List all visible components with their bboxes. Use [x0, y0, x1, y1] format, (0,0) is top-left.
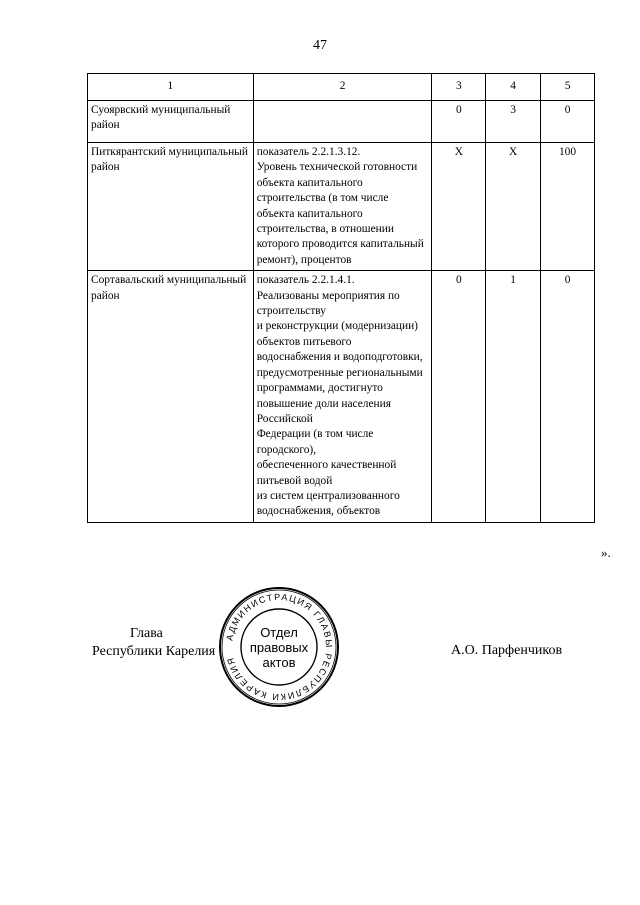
stamp-center-line2: правовых [249, 640, 309, 655]
value-col5: 0 [541, 271, 595, 523]
signatory-title [92, 625, 215, 661]
value-col3: 0 [432, 101, 486, 143]
table-row [88, 271, 595, 523]
column-header-2: 2 [253, 74, 432, 101]
indicator-text: Федерации (в том числе городского), [256, 428, 374, 456]
value-col4: 3 [486, 101, 541, 143]
indicator-description [253, 101, 432, 143]
indicator-text: Реализованы мероприятия по строительству [256, 289, 400, 318]
indicator-description [253, 271, 432, 523]
value-col3: 0 [432, 271, 486, 523]
district-name: Сортавальский муниципальный район [88, 271, 254, 523]
column-header-1: 1 [88, 74, 254, 101]
district-name: Питкярантский муниципальный район [88, 143, 254, 271]
district-name: Суоярвский муниципальный район [88, 101, 254, 143]
value-col4: 1 [486, 271, 541, 523]
stamp-center-line1: Отдел [260, 625, 298, 640]
value-col5: 100 [541, 143, 595, 271]
official-stamp [217, 585, 341, 709]
indicator-text: повышение доли населения Российской [256, 397, 391, 425]
page-number: 47 [313, 38, 327, 53]
indicator-text: обеспеченного качественной питьевой водой [256, 459, 397, 487]
column-header-4: 4 [486, 74, 541, 101]
table-row [88, 101, 595, 143]
table-row [88, 143, 595, 271]
column-header-5: 5 [541, 74, 595, 101]
signatory-title-line1: Глава [130, 626, 163, 641]
indicator-code: показатель 2.2.1.3.12. [256, 146, 361, 158]
indicator-table [87, 73, 595, 523]
signatory-name: А.О. Парфенчиков [451, 643, 563, 658]
stamp-ring-text: АДМИНИСТРАЦИЯ ГЛАВЫ РЕСПУБЛИКИ КАРЕЛИЯ [224, 591, 335, 703]
indicator-description [253, 143, 432, 271]
closing-quote-mark: ». [601, 545, 611, 560]
signatory-title-line2: Республики Карелия [92, 644, 216, 659]
indicator-code: показатель 2.2.1.4.1. [256, 274, 355, 287]
indicator-text: из систем централизованного водоснабжения, объектов [256, 489, 400, 518]
indicator-text: и реконструкции (модернизации) объектов питьевого водоснабжения и водоподготовки, предусмотренные региональными программами, достигнуто [256, 320, 423, 395]
stamp-center-line3: актов [262, 655, 296, 670]
value-col5: 0 [541, 101, 595, 143]
value-col3: X [432, 143, 486, 271]
value-col4: X [486, 143, 541, 271]
table-header-row [88, 74, 595, 101]
indicator-text: Уровень технической готовности объекта капитального строительства (в том числе объекта капитального строительства, в отношении которого проводится капитальный ремонт), процентов [256, 161, 424, 266]
column-header-3: 3 [432, 74, 486, 101]
